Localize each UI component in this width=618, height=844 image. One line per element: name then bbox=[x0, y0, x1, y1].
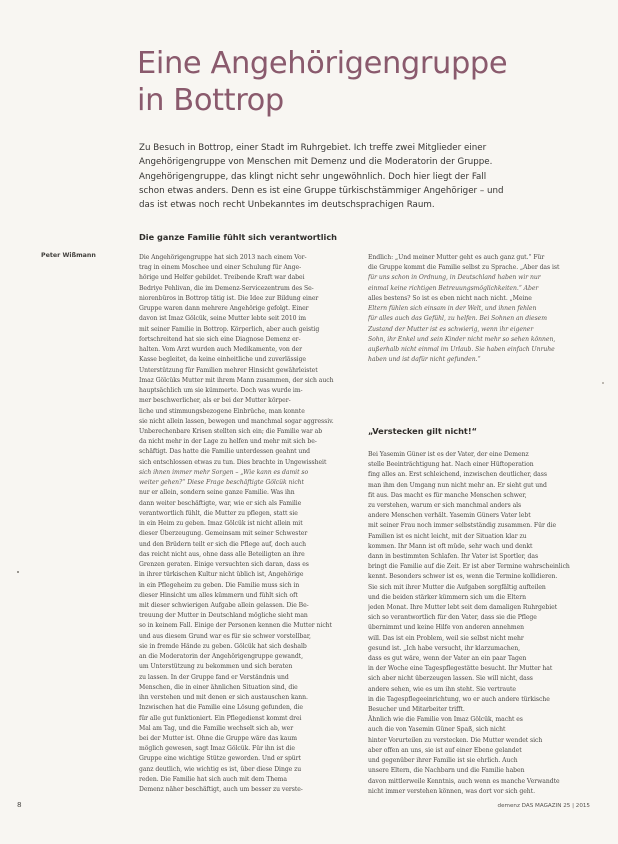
right-column-line: kennt. Besonders schwer ist es, wenn die Termine kollidieren. bbox=[368, 573, 558, 581]
left-column-line: hauptsächlich um sie kümmerte. Doch was wurde im- bbox=[139, 387, 303, 395]
left-column-line: Gruppe eine wichtige Stütze geworden. Und er spürt bbox=[139, 755, 301, 763]
right-column-line: fit aus. Das macht es für manche Menschen schwer, bbox=[368, 491, 527, 499]
left-column-line: bei der Mutter ist. Ohne die Gruppe wäre das kaum bbox=[139, 735, 297, 743]
title-line-2: in Bottrop bbox=[137, 83, 284, 118]
right-column-line: auch die von Yasemin Güner Spaß, sich nicht bbox=[368, 726, 506, 734]
left-column-line: sie in fremde Hände zu geben. Gölcük hat sich deshalb bbox=[139, 642, 307, 650]
intro-line-1: Zu Besuch in Bottrop, einer Stadt im Ruhrgebiet. Ich treffe zwei Mitglieder einer bbox=[139, 143, 487, 153]
right-column-line: davon mittlerweile Kenntnis, auch wenn es manche Verwandte bbox=[368, 777, 560, 785]
left-column-line: Grenzen geraten. Einige versuchten sich daran, dass es bbox=[139, 561, 309, 569]
right-column-line: Eltern fühlen sich einsam in der Welt, und ihnen fehlen bbox=[368, 305, 537, 313]
left-column-line: ihn verstehen und mit denen er sich austauschen kann. bbox=[139, 694, 308, 702]
right-column-line: Zustand der Mutter ist es schwierig, wenn ihr eigener bbox=[368, 325, 534, 333]
right-column-line: fing alles an. Erst schleichend, inzwischen deutlicher, dass bbox=[368, 471, 547, 479]
left-column-line: Kasse begleitet, da keine einheitliche und zuverlässige bbox=[139, 356, 306, 364]
author-name: Peter Wißmann bbox=[41, 252, 96, 259]
left-column-line: Demenz näher beschäftigt, auch um besser zu verste- bbox=[139, 786, 303, 794]
right-column-line: und die beiden stärker kümmern sich um die Eltern bbox=[368, 593, 526, 601]
left-column-line: Bedriye Pehlivan, die im Demenz-Servicezentrum des Se- bbox=[139, 284, 314, 292]
left-column-line: hörige und Helfer gebildet. Treibende Kraft war dabei bbox=[139, 274, 305, 282]
right-column-line: Endlich: „Und meiner Mutter geht es auch ganz gut.“ Für bbox=[368, 254, 545, 261]
left-column-line: fortschreitend hat sie sich eine Diagnose Demenz er- bbox=[139, 335, 301, 343]
right-column-line: jeden Monat. Ihre Mutter lebt seit dem damaligen Ruhrgebiet bbox=[368, 604, 558, 612]
left-column-line: für alle gut funktioniert. Ein Pflegedienst kommt drei bbox=[139, 714, 302, 722]
intro-line-3: Angehörigengruppe, das klingt nicht sehr ungewöhnlich. Doch hier liegt der Fall bbox=[139, 171, 487, 182]
right-column-line: andere sehen, wie es um ihn steht. Sie vertraute bbox=[368, 685, 516, 693]
margin-mark-left bbox=[17, 571, 19, 573]
right-column-line: gesund ist. „Ich habe versucht, ihr klarzumachen, bbox=[368, 644, 521, 652]
left-column-line: Imaz Gölcüks Mutter mit ihrem Mann zusammen, der sich auch bbox=[139, 376, 334, 384]
right-column-line: nicht immer verstehen können, was dort vor sich geht. bbox=[368, 787, 535, 795]
right-column-line: zu verstehen, warum er sich manchmal anders als bbox=[368, 502, 522, 510]
page-number: 8 bbox=[17, 800, 22, 809]
left-column-line: sie nicht allein lassen, bewegen und manchmal sogar aggressiv. bbox=[139, 417, 334, 425]
right-column-line: einmal keine richtigen Betreuungsmöglichkeiten.“ Aber bbox=[368, 284, 539, 292]
right-column-line: stelle Beeinträchtigung hat. Nach einer Hüftoperation bbox=[368, 461, 534, 469]
left-column-line: in ein Heim zu geben. Imaz Gölcük ist nicht allein mit bbox=[139, 520, 303, 528]
left-column-line: verantwortlich fühlt, die Mutter zu pflegen, statt sie bbox=[139, 509, 298, 517]
left-column-line: niorenbüros in Bottrop tätig ist. Die Idee zur Bildung einer bbox=[139, 294, 319, 302]
left-column-line: zu lassen. In der Gruppe fand er Verständnis und bbox=[139, 673, 289, 681]
left-column-line: möglich gewesen, sagt Imaz Gölcük. Für ihn ist die bbox=[139, 745, 295, 753]
right-column-line: Sie sich mit ihrer Mutter die Aufgaben sorgfältig aufteilen bbox=[368, 583, 546, 591]
right-column-line: dann in bestimmten Schlafen. Ihr Vater ist Sportler, das bbox=[368, 553, 539, 561]
left-column-line: liche und stimmungsbezogene Einbrüche, man konnte bbox=[139, 407, 305, 415]
right-column-line: die Gruppe kommt die Familie selbst zu Sprache. „Aber das ist bbox=[368, 264, 560, 272]
intro-line-5: das ist etwas noch recht Unbekanntes im deutschsprachigen Raum. bbox=[139, 200, 435, 211]
left-column-line: Gruppe waren dann mehrere Angehörige gefolgt. Einer bbox=[139, 305, 309, 313]
intro-line-2: Angehörigengruppe von Menschen mit Demenz und die Moderatorin der Gruppe. bbox=[139, 157, 493, 168]
left-column-line: da nicht mehr in der Lage zu helfen und mehr mit sich be- bbox=[139, 438, 317, 446]
left-column-line: treuung der Mutter in Deutschland mögliche sieht man bbox=[139, 612, 308, 620]
right-column-line: sich aber nicht überzeugen lassen. Sie will nicht, dass bbox=[368, 675, 533, 683]
magazine-footer: demenz DAS MAGAZIN 25 | 2015 bbox=[497, 803, 590, 809]
left-column-line: reden. Die Familie hat sich auch mit dem Thema bbox=[139, 775, 287, 783]
section-heading: Die ganze Familie fühlt sich verantwortlich bbox=[139, 232, 338, 242]
right-column-line: Bei Yasemin Güner ist es der Vater, der eine Demenz bbox=[368, 451, 529, 458]
right-column-line: aber offen an uns, sie ist auf einer Ebene gelandet bbox=[368, 746, 522, 754]
right-column-line: außerhalb nicht einmal im Urlaub. Sie haben einfach Unruhe bbox=[368, 346, 555, 354]
left-column-line: nur er allein, sondern seine ganze Familie. Was ihn bbox=[139, 489, 295, 497]
left-column-line: trag in einem Moschee und einer Schulung für Ange- bbox=[139, 264, 302, 272]
left-column-line: an die Moderatorin der Angehörigengruppe gewandt, bbox=[139, 653, 303, 661]
right-column-line: in die Tagespflegeeinrichtung, wo er auch andere türkische bbox=[368, 695, 550, 703]
left-column-line: schäftigt. Das hatte die Familie unterdessen geahnt und bbox=[139, 448, 310, 456]
left-column-line: und den Brüdern teilt er sich die Pflege auf, doch auch bbox=[139, 540, 307, 548]
left-column-line: mer beschwerlicher, als er bei der Mutter körper- bbox=[139, 397, 291, 405]
left-column-line: dann weiter beschäftigte, war, wie er sich als Familie bbox=[139, 499, 302, 507]
left-column-line: dieser Hinsicht um alles kümmern und fühlt sich oft bbox=[139, 591, 298, 599]
right-column-line: will. Das ist ein Problem, weil sie selbst nicht mehr bbox=[368, 634, 524, 642]
left-column-line: weiter gehen?“ Diese Frage beschäftigte Gölcük nicht bbox=[139, 479, 304, 487]
margin-mark-right bbox=[602, 382, 604, 384]
left-column-line: das reicht nicht aus, ohne dass alle Beteiligten an ihre bbox=[139, 550, 305, 558]
left-column-line: in ihrer türkischen Kultur nicht üblich ist, Angehörige bbox=[139, 571, 304, 579]
right-column-line: sich so verantwortlich für den Vater, dass sie die Pflege bbox=[368, 614, 537, 622]
left-column-line: um Unterstützung zu bekommen und sich beraten bbox=[139, 663, 293, 671]
left-column-line: mit dieser schwierigen Aufgabe allein gelassen. Die Be- bbox=[139, 601, 309, 609]
page-title bbox=[137, 45, 567, 119]
right-column-line: für alles auch das Gefühl, zu helfen. Bei Sohnen an diesem bbox=[368, 315, 547, 323]
title-line-1: Eine Angehörigengruppe bbox=[137, 46, 508, 81]
left-column-line: in ein Pflegeheim zu geben. Die Familie muss sich in bbox=[139, 581, 300, 589]
right-column-line: Ähnlich wie die Familie von Imaz Gölcük, macht es bbox=[368, 716, 523, 724]
left-column-line: sich entschlossen etwas zu tun. Dies brachte in Ungewissheit bbox=[139, 458, 327, 466]
right-text-column-bottom bbox=[368, 450, 586, 797]
right-column-line: kommen. Ihr Mann ist oft müde, sehr wach und denkt bbox=[368, 542, 533, 550]
left-column-line: sich ihnen immer mehr Sorgen – „Wie kann es damit so bbox=[139, 468, 309, 476]
right-column-line: mit seiner Frau noch immer selbstständig zusammen. Für die bbox=[368, 522, 557, 530]
right-column-line: Besucher und Mitarbeiter trifft. bbox=[368, 706, 465, 714]
left-column-line: mit seiner Familie in Bottrop. Körperlich, aber auch geistig bbox=[139, 325, 320, 333]
left-column-line: Die Angehörigengruppe hat sich 2013 nach einem Vor- bbox=[139, 254, 307, 261]
right-subheading: „Verstecken gilt nicht!“ bbox=[368, 426, 477, 436]
right-column-line: und gegenüber ihrer Familie ist sie ehrlich. Auch bbox=[368, 757, 518, 765]
left-column-line: so in keinem Fall. Einige der Personen kennen die Mutter nicht bbox=[139, 622, 332, 630]
right-column-line: andere Menschen verhält. Yasemin Güners Vater lebt bbox=[368, 512, 531, 520]
right-column-line: Familien ist es nicht leicht, mit der Situation klar zu bbox=[368, 532, 527, 540]
left-column-line: dieser Überzeugung. Gemeinsam mit seiner Schwester bbox=[139, 530, 308, 538]
right-column-line: man ihm den Umgang nun nicht mehr an. Er sieht gut und bbox=[368, 481, 547, 489]
right-column-line: übernimmt und keine Hilfe von anderen annehmen bbox=[368, 624, 525, 632]
left-column-line: ganz deutlich, wie wichtig es ist, über diese Dinge zu bbox=[139, 765, 302, 773]
left-column-line: Unberechenbare Krisen stellten sich ein; die Familie war ab bbox=[139, 427, 323, 435]
intro-paragraph bbox=[139, 141, 585, 212]
left-column-line: und aus diesem Grund war es für sie schwer vorstellbar, bbox=[139, 632, 311, 640]
right-column-line: bringt die Familie auf die Zeit. Er ist aber Termine wahrscheinlich bbox=[368, 563, 570, 571]
left-column-line: halten. Vom Arzt wurden auch Medikamente, von der bbox=[139, 346, 302, 354]
left-column-line: Unterstützung für Familien mehrer Hinsicht gewährleistet bbox=[139, 366, 318, 374]
left-text-column bbox=[139, 253, 361, 795]
right-text-column-top bbox=[368, 253, 586, 366]
right-column-line: in der Woche eine Tagespflegestätte besucht. Ihr Mutter hat bbox=[368, 665, 553, 673]
right-column-line: haben und ist dafür nicht gefunden.“ bbox=[368, 356, 481, 364]
right-column-line: Sohn, ihr Enkel und sein Kinder nicht mehr so sehen können, bbox=[368, 335, 556, 343]
left-column-line: davon ist Imaz Gölcük, seine Mutter lebte seit 2010 im bbox=[139, 315, 306, 323]
intro-line-4: schon etwas anders. Denn es ist eine Gruppe türkischstämmiger Angehöriger – und bbox=[139, 185, 504, 196]
left-column-line: Menschen, die in einer ähnlichen Situation sind, die bbox=[139, 683, 298, 691]
left-column-line: Mal am Tag, und die Familie wechselt sich ab, wer bbox=[139, 724, 294, 732]
right-column-line: für uns schon in Ordnung, in Deutschland haben wir nur bbox=[368, 274, 541, 282]
left-column-line: Inzwischen hat die Familie eine Lösung gefunden, die bbox=[139, 704, 303, 712]
right-column-line: dass es gut wäre, wenn der Vater an ein paar Tagen bbox=[368, 655, 527, 663]
right-column-line: hinter Vorurteilen zu verstecken. Die Mutter wendet sich bbox=[368, 736, 543, 744]
right-column-line: unsere Eltern, die Nachbarn und die Familie haben bbox=[368, 767, 525, 775]
right-column-line: alles bestens? So ist es eben nicht nach nicht. „Meine bbox=[368, 294, 532, 302]
